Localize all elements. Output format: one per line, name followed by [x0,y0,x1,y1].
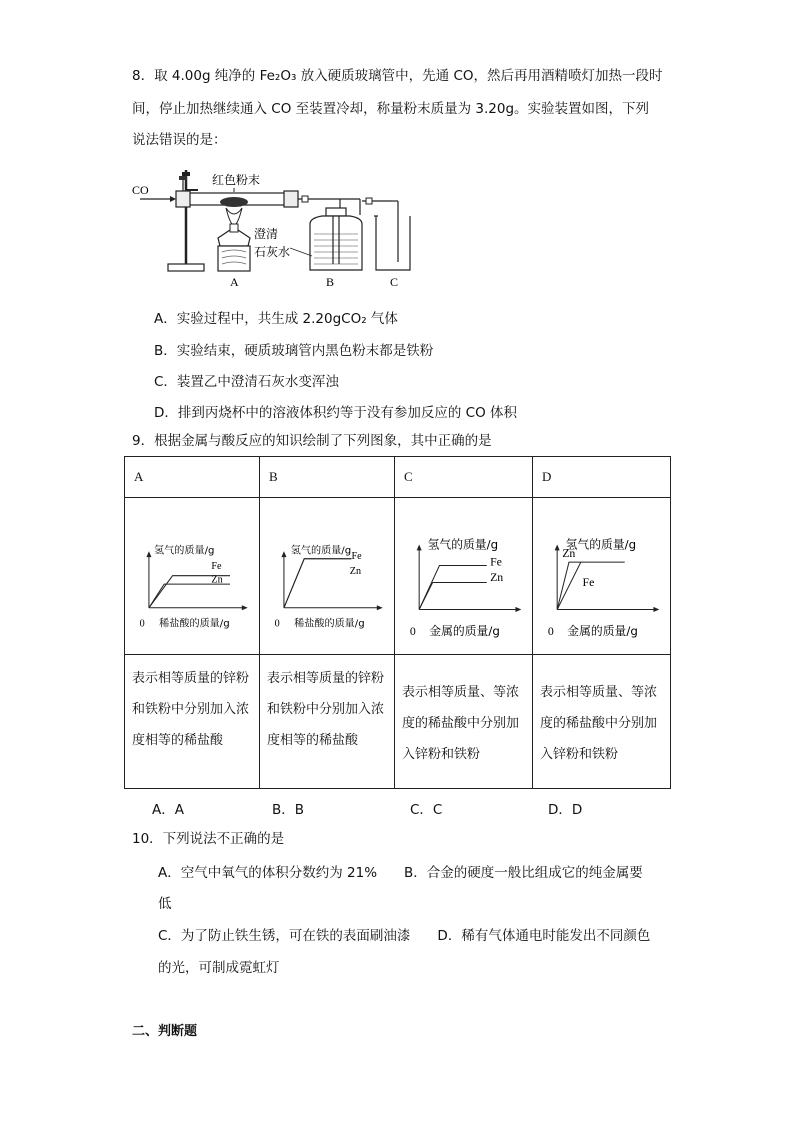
lime-label-2: 石灰水 [254,245,291,259]
q9-answer-b: B．B [272,802,305,818]
origin-label: 0 [139,618,145,630]
lime-label-1: 澄清 [254,227,279,241]
graph-d [533,498,671,655]
q8-option-b: B．实验结束，硬质玻璃管内黑色粉末都是铁粉 [154,343,434,359]
graph-svg [260,498,394,650]
q8-option-a: A．实验过程中，共生成 2.20gCO₂ 气体 [154,311,398,327]
y-axis-arrow [417,544,422,550]
series-line-bottom [284,559,352,608]
graph-a [125,498,260,655]
x-axis-label: 金属的质量/g [567,623,638,638]
section-title: 二、判断题 [132,1024,198,1039]
graph-b [260,498,395,655]
q9-answer-d: D．D [548,802,583,818]
origin-label: 0 [409,623,416,638]
q10-line4: 的光，可制成霓虹灯 [158,960,280,976]
graph-svg [125,498,259,650]
q10-stem: 10．下列说法不正确的是 [132,831,285,847]
q8-stem-line1: 8．取 4.00g 纯净的 Fe₂O₃ 放入硬质玻璃管中，先通 CO，然后再用酒精喷灯加热一段时 [132,68,663,84]
series-label-bottom: Zn [490,569,504,584]
x-axis-arrow [377,605,383,610]
series-label-top: Fe [490,554,502,569]
y-axis-label: 氢气的质量/g [427,537,499,552]
origin-label: 0 [274,618,280,630]
series-label-bottom: Zn [349,566,362,577]
q9-answer-a: A．A [152,802,184,818]
q8-option-c: C．装置乙中澄清石灰水变浑浊 [154,374,339,390]
series-label-top: Fe [211,560,222,572]
y-axis-label: 氢气的质量/g [290,545,352,557]
header-b: B [260,457,395,498]
series-line-top [419,566,487,610]
q10-line3: C．为了防止铁生锈，可在铁的表面刷油漆 D．稀有气体通电时能发出不同颜色 [158,928,651,944]
series-label-bottom: Zn [211,574,223,586]
series-line-bottom [149,584,230,608]
series-line-bottom [557,562,581,609]
q8-stem-line3: 说法错误的是： [132,132,227,148]
q9-graph-table [124,456,671,789]
header-c: C [395,457,533,498]
apparatus-label-a: A [230,275,239,289]
description-d: 表示相等质量、等浓度的稀盐酸中分别加入锌粉和铁粉 [533,655,671,789]
origin-label: 0 [547,623,554,638]
x-axis-arrow [515,607,521,612]
q10-line1: A．空气中氧气的体积分数约为 21% B．合金的硬度一般比组成它的纯金属要 [158,865,643,881]
y-axis-arrow [281,551,286,557]
powder-label: 红色粉末 [212,173,261,187]
x-axis-label: 稀盐酸的质量/g [294,618,365,630]
apparatus-label-c: C [390,275,399,289]
y-axis-arrow [146,551,151,557]
co-label: CO [132,183,149,197]
graph-c [395,498,533,655]
description-b: 表示相等质量的锌粉和铁粉中分别加入浓度相等的稀盐酸 [260,655,395,789]
y-axis-label: 氢气的质量/g [154,545,215,557]
apparatus-label-b: B [326,275,335,289]
apparatus-figure [130,160,430,290]
header-a: A [125,457,260,498]
x-axis-arrow [653,607,659,612]
q8-option-d: D．排到丙烧杯中的溶液体积约等于没有参加反应的 CO 体积 [154,405,518,421]
q9-stem: 9．根据金属与酸反应的知识绘制了下列图象，其中正确的是 [132,433,492,449]
q10-line2: 低 [158,896,172,912]
header-d: D [533,457,671,498]
series-label-top: Zn [562,546,576,561]
graph-svg [395,498,532,650]
description-c: 表示相等质量、等浓度的稀盐酸中分别加入锌粉和铁粉 [395,655,533,789]
series-label-top: Fe [351,550,362,562]
x-axis-label: 稀盐酸的质量/g [159,618,230,630]
x-axis-label: 金属的质量/g [429,623,500,638]
y-axis-label: 氢气的质量/g [565,537,637,552]
q8-stem-line2: 间，停止加热继续通入 CO 至装置冷却，称量粉末质量为 3.20g。实验装置如图，下列 [132,101,650,117]
q9-answer-c: C．C [410,802,443,818]
graph-svg [533,498,670,650]
series-label-bottom: Fe [582,574,595,589]
y-axis-arrow [555,544,560,550]
x-axis-arrow [242,605,248,610]
description-a: 表示相等质量的锌粉和铁粉中分别加入浓度相等的稀盐酸 [125,655,260,789]
